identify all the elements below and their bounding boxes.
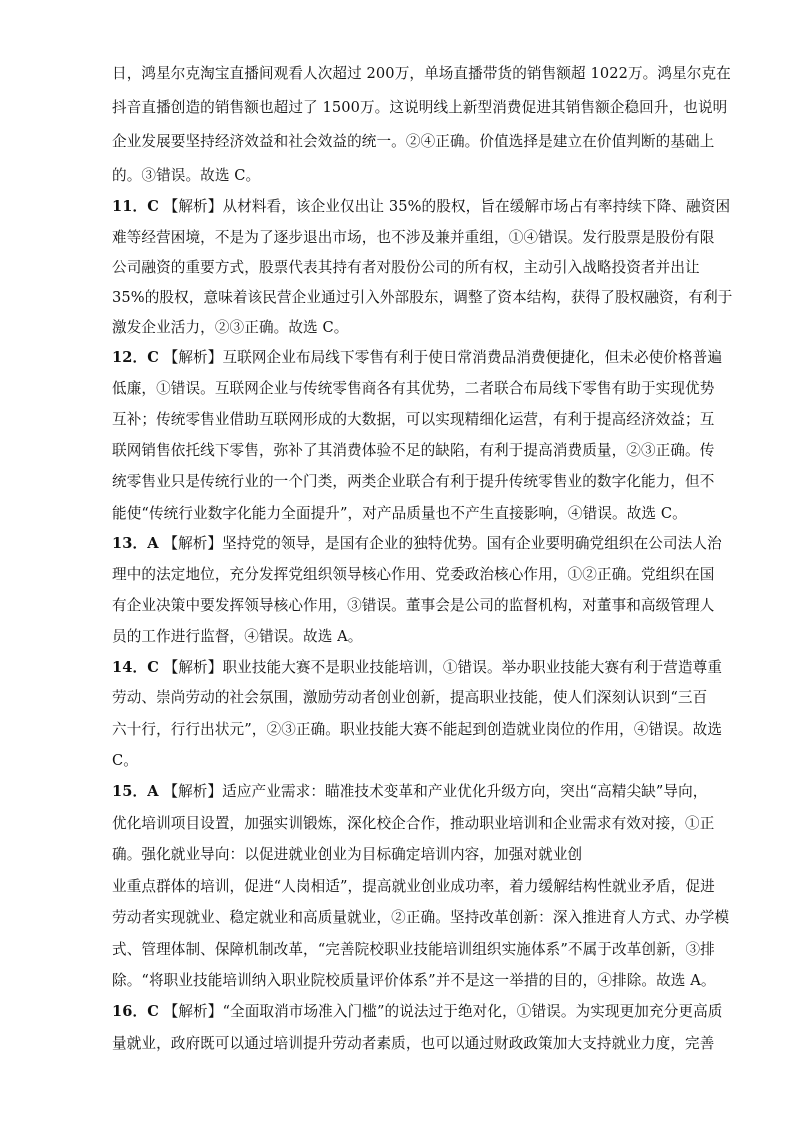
answer-letter: C [147,659,159,676]
answer-letter: C [147,349,159,366]
question-number: 13． [112,535,148,552]
text-line: 抖音直播创造的销售额也超过了 1500万。这说明线上新型消费促进其销售额企稳回升，也说明 [112,99,728,116]
question-13-header [112,527,722,561]
answer-letter: C [147,198,159,215]
question-15-header [112,775,708,809]
text-line: 的。③错误。故选 C。 [112,167,261,184]
text-line: 公司融资的重要方式，股票代表其持有者对股份公司的所有权，主动引入战略投资者并出让 [112,259,700,276]
analysis-tag: 【解析】 [163,198,223,215]
analysis-text: “全面取消市场准入门槛”的说法过于绝对化，①错误。为实现更加充分更高质 [222,1003,723,1020]
text-line: 联网销售依托线下零售，弥补了其消费体验不足的缺陷，有利于提高消费质量，②③正确。传 [112,442,715,459]
question-12-header [112,341,723,375]
text-line: 劳动、崇尚劳动的社会氛围，激励劳动者创业创新，提高职业技能，使人们深刻认识到“三百 [112,689,708,706]
analysis-tag: 【解析】 [163,349,223,366]
analysis-tag: 【解析】 [163,535,223,552]
question-number: 11． [112,198,148,215]
text-line: 确。强化就业导向：以促进就业创业为目标确定培训内容，加强对就业创 [112,846,583,863]
text-line: 日，鸿星尔克淘宝直播间观看人次超过 200万，单场直播带货的销售额超 1022万。鸿星尔克在 [112,65,731,82]
question-11-header [112,190,731,224]
question-number: 15． [112,783,148,800]
text-line: 业重点群体的培训，促进“人岗相适”，提高就业创业成功率，着力缓解结构性就业矛盾，促进 [112,878,715,895]
text-line: 劳动者实现就业、稳定就业和高质量就业，②正确。坚持改革创新：深入推进育人方式、办学模 [112,909,730,926]
text-line: 激发企业活力，②③正确。故选 C。 [112,319,349,336]
text-line: 理中的法定地位，充分发挥党组织领导核心作用、党委政治核心作用，①②正确。党组织在国 [112,566,715,583]
analysis-text: 适应产业需求：瞄准技术变革和产业优化升级方向，突出“高精尖缺”导向， [222,783,708,800]
text-line: 企业发展要坚持经济效益和社会效益的统一。②④正确。价值选择是建立在价值判断的基础上 [112,133,715,150]
analysis-tag: 【解析】 [163,1003,223,1020]
question-16-header [112,995,723,1029]
answer-letter: C [147,1003,159,1020]
text-line: 能使“传统行业数字化能力全面提升”，对产品质量也不产生直接影响，④错误。故选 C。 [112,505,687,522]
text-line: 员的工作进行监督，④错误。故选 A。 [112,628,363,645]
text-line: 35%的股权，意味着该民营企业通过引入外部股东，调整了资本结构，获得了股权融资，有利于 [112,289,733,306]
text-line: 统零售业只是传统行业的一个门类，两类企业联合有利于提升传统零售业的数字化能力，但不 [112,473,715,490]
text-line: 低廉，①错误。互联网企业与传统零售商各有其优势，二者联合布局线下零售有助于实现优势 [112,380,715,397]
answer-letter: A [147,783,159,800]
text-line: 难等经营困境，不是为了逐步退出市场，也不涉及兼并重组，①④错误。发行股票是股份有限 [112,229,715,246]
text-line: 互补；传统零售业借助互联网形成的大数据，可以实现精细化运营，有利于提高经济效益；互 [112,411,715,428]
answer-letter: A [147,535,159,552]
analysis-tag: 【解析】 [163,659,223,676]
analysis-text: 互联网企业布局线下零售有利于使日常消费品消费便捷化，但未必使价格普遍 [222,349,723,366]
question-number: 14． [112,659,148,676]
question-number: 16． [112,1003,148,1020]
text-line: C。 [112,752,138,769]
question-14-header [112,651,723,685]
analysis-text: 坚持党的领导，是国有企业的独特优势。国有企业要明确党组织在公司法人治 [222,535,722,552]
text-line: 优化培训项目设置，加强实训锻炼，深化校企合作，推动职业培训和企业需求有效对接，①正 [112,815,715,832]
text-line: 除。“将职业技能培训纳入职业院校质量评价体系”并不是这一举措的目的，④排除。故选 A。 [112,972,716,989]
text-line: 式、管理体制、保障机制改革，“完善院校职业技能培训组织实施体系”不属于改革创新，③排 [112,941,715,958]
text-line: 量就业，政府既可以通过培训提升劳动者素质，也可以通过财政政策加大支持就业力度，完善 [112,1035,715,1052]
text-line: 有企业决策中要发挥领导核心作用，③错误。董事会是公司的监督机构，对董事和高级管理人 [112,597,715,614]
analysis-text: 职业技能大赛不是职业技能培训，①错误。举办职业技能大赛有利于营造尊重 [222,659,723,676]
analysis-tag: 【解析】 [163,783,223,800]
text-line: 六十行，行行出状元”，②③正确。职业技能大赛不能起到创造就业岗位的作用，④错误。故选 [112,721,723,738]
analysis-text: 从材料看，该企业仅出让 35%的股权，旨在缓解市场占有率持续下降、融资困 [222,198,731,215]
question-number: 12． [112,349,148,366]
